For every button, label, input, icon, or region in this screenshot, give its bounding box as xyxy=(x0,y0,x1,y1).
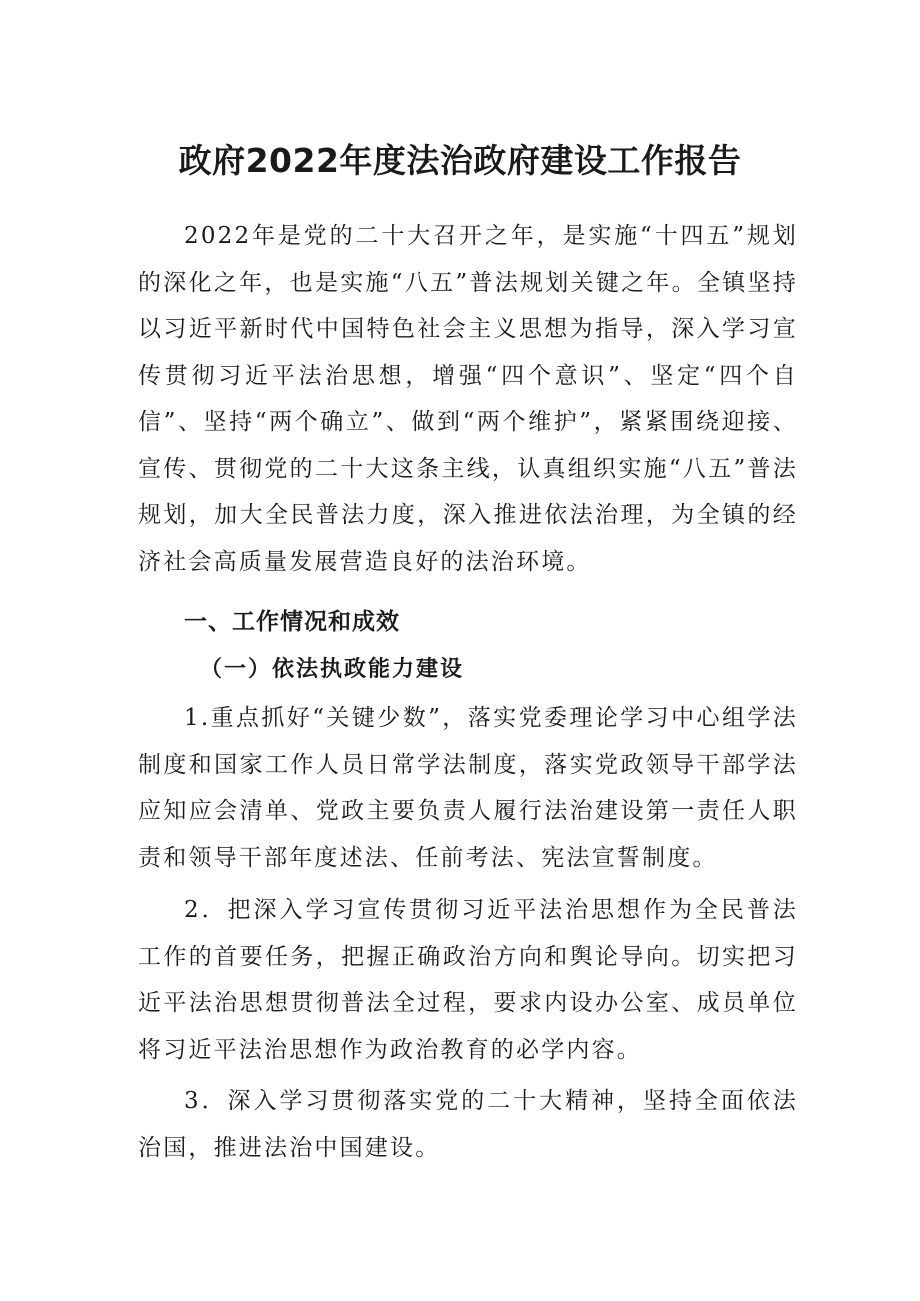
section-heading: 一、工作情况和成效 xyxy=(184,609,400,635)
list-item-1: 1.重点抓好“关键少数”，落实党委理论学习中心组学法制度和国家工作人员日常学法制度，落实党政领导干部学法应知应会清单、党政主要负责人履行法治建设第一责任人职责和领导干部年度述法、任前考法、宪法宣誓制度。 xyxy=(138,705,798,871)
intro-paragraph: 2022年是党的二十大召开之年，是实施“十四五”规划的深化之年，也是实施“八五”普法规划关键之年。全镇坚持以习近平新时代中国特色社会主义思想为指导，深入学习宣传贯彻习近平法治思想，增强“四个意识”、坚定“四个自信”、坚持“两个确立”、做到“两个维护”，紧紧围绕迎接、宣传、贯彻党的二十大这条主线，认真组织实施“八五”普法规划，加大全民普法力度，深入推进依法治理，为全镇的经济社会高质量发展营造良好的法治环境。 xyxy=(138,223,798,575)
document-title: 政府2022年度法治政府建设工作报告 xyxy=(178,141,742,180)
list-item-3: 3．深入学习贯彻落实党的二十大精神，坚持全面依法治国，推进法治中国建设。 xyxy=(138,1088,798,1161)
subsection-heading: （一）依法执政能力建设 xyxy=(200,656,465,682)
list-item-2: 2．把深入学习宣传贯彻习近平法治思想作为全民普法工作的首要任务，把握正确政治方向和舆论导向。切实把习近平法治思想贯彻普法全过程，要求内设办公室、成员单位将习近平法治思想作为政治教育的必学内容。 xyxy=(138,897,798,1063)
